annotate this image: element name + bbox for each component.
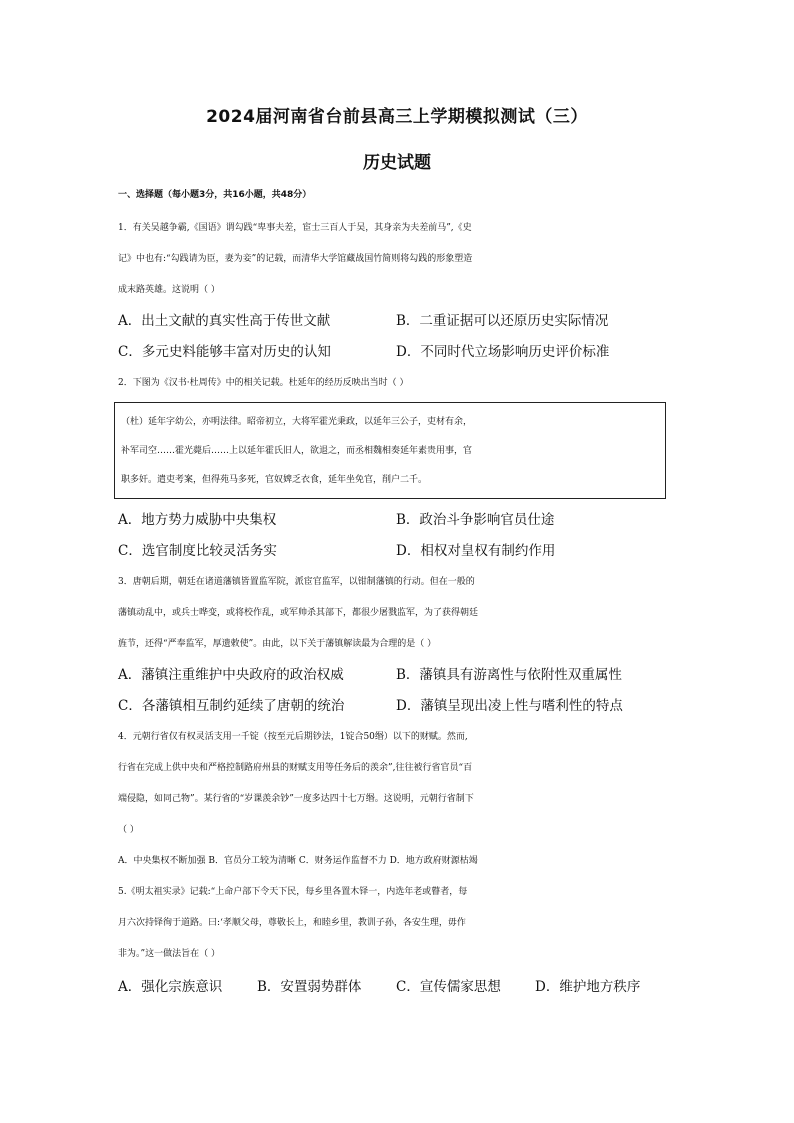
question-1-line-1: 1．有关吴越争霸,《国语》谓勾践“卑事夫差，宦士三百人于吴，其身亲为夫差前马”,《史 — [118, 223, 472, 233]
page-subtitle: 历史试题 — [363, 153, 431, 173]
question-1-line-3: 成末路英雄。这说明（ ） — [118, 285, 220, 295]
question-2-line-1: 2．下图为《汉书·杜周传》中的相关记载。杜延年的经历反映出当时（ ） — [118, 378, 409, 388]
question-1-option-d: D．不同时代立场影响历史评价标准 — [396, 344, 610, 360]
question-2-option-c: C．选官制度比较灵活务实 — [118, 543, 277, 559]
quote-line-2: 补军司空……霍光薨后……上以延年霍氏旧人，欲退之，而丞相魏相奏延年素贵用事，官 — [121, 446, 473, 456]
question-4-line-4: （ ） — [118, 825, 139, 835]
question-3-option-b: B．藩镇具有游离性与依附性双重属性 — [396, 667, 622, 683]
question-3-line-3: 旌节，还得“严奉监军，厚遗敕使”。由此，以下关于藩镇解读最为合理的是（ ） — [118, 639, 437, 649]
question-5-option-d: D．维护地方秩序 — [535, 979, 641, 995]
question-2-option-b: B．政治斗争影响官员仕途 — [396, 512, 555, 528]
question-1-option-b: B．二重证据可以还原历史实际情况 — [396, 313, 609, 329]
question-3-line-2: 藩镇动乱中，或兵士哗变，或将校作乱，或军帅杀其部下，都很少屠戮监军，为了获得朝廷 — [118, 608, 479, 618]
question-4-line-2: 行省在完成上供中央和严格控制路府州县的财赋支用等任务后的羡余”,往往被行省官员“百 — [118, 763, 473, 773]
question-5-line-2: 月六次持铎徇于道路。曰:‘孝顺父母，尊敬长上，和睦乡里，教训子孙，各安生理，毋作 — [118, 918, 466, 928]
question-2-option-d: D．相权对皇权有制约作用 — [396, 543, 556, 559]
question-5-option-a: A．强化宗族意识 — [118, 979, 223, 995]
quote-box — [114, 402, 666, 499]
question-4-line-1: 4．元朝行省仅有权灵活支用一千锭（按至元后期钞法，1锭合50缗）以下的财赋。然而, — [118, 732, 468, 742]
question-3-option-a: A．藩镇注重维护中央政府的政治权威 — [118, 667, 344, 683]
question-4-line-3: 端侵隐，如同己物”。某行省的“岁课羡余钞”一度多达四十七万缗。这说明，元朝行省制下 — [118, 794, 474, 804]
question-5-option-c: C．宣传儒家思想 — [396, 979, 501, 995]
question-3-option-d: D．藩镇呈现出凌上性与嗜利性的特点 — [396, 698, 623, 714]
question-1-line-2: 记》中也有:“勾践请为臣，妻为妾”的记载，而清华大学馆藏战国竹简则将勾践的形象塑造 — [118, 254, 473, 264]
question-5-option-b: B．安置弱势群体 — [257, 979, 362, 995]
page-title: 2024届河南省台前县高三上学期模拟测试（三） — [206, 107, 588, 127]
question-2-option-a: A．地方势力威胁中央集权 — [118, 512, 277, 528]
quote-line-3: 职多奸。遣吏考案，但得苑马多死，官奴婢乏衣食，延年坐免官，削户二千。 — [121, 475, 428, 485]
section-heading: 一、选择题（每小题3分，共16小题，共48分） — [118, 190, 312, 200]
question-3-line-1: 3．唐朝后期，朝廷在诸道藩镇皆置监军院，派宦官监军，以钳制藩镇的行动。但在一般的 — [118, 577, 475, 587]
question-5-line-1: 5.《明太祖实录》记载:“上命户部下令天下民，每乡里各置木铎一，内选年老或瞽者，每 — [118, 887, 468, 897]
question-3-option-c: C．各藩镇相互制约延续了唐朝的统治 — [118, 698, 345, 714]
question-5-line-3: 非为。”这一做法旨在（ ） — [118, 949, 220, 959]
quote-line-1: （杜）延年字幼公，亦明法律。昭帝初立，大将军霍光秉政，以延年三公子，吏材有余， — [121, 417, 473, 427]
question-1-option-a: A．出土文献的真实性高于传世文献 — [118, 313, 331, 329]
question-4-options: A．中央集权不断加强 B．官员分工较为清晰 C．财务运作监督不力 D．地方政府财源枯竭 — [118, 856, 478, 866]
question-1-option-c: C．多元史料能够丰富对历史的认知 — [118, 344, 331, 360]
